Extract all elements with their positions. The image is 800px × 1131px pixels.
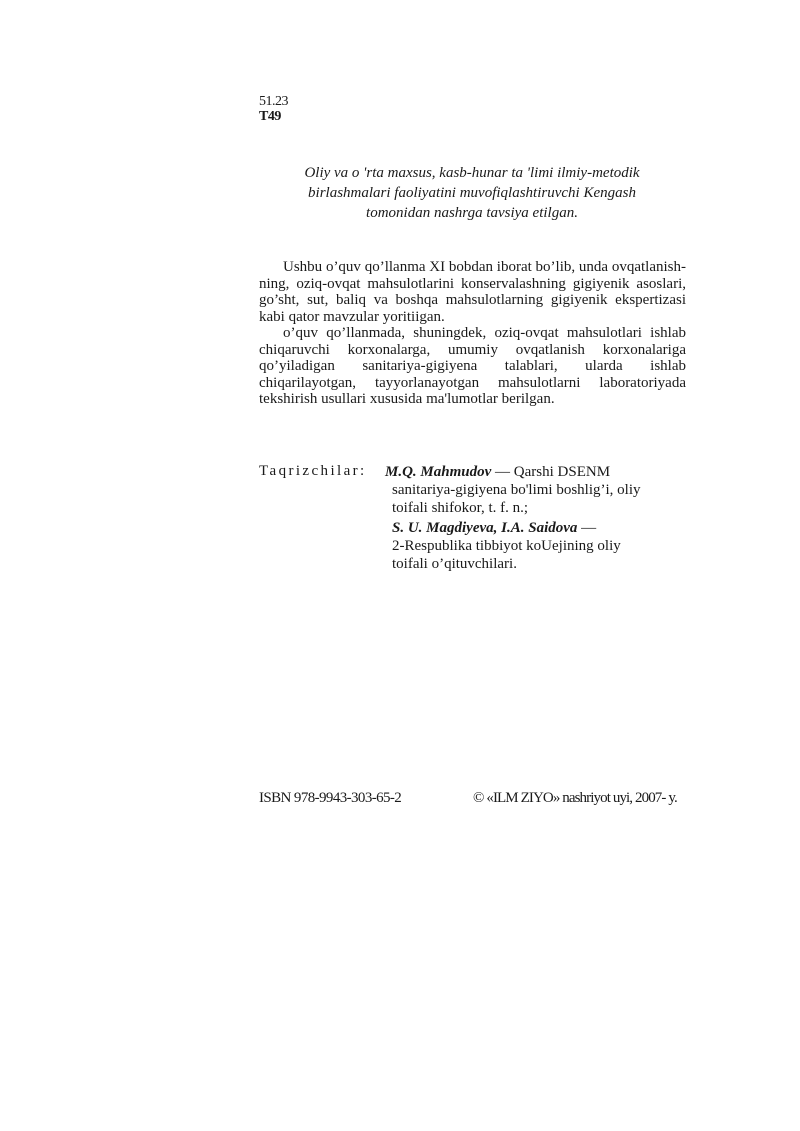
reviewer-affiliation: toifali shifokor, t. f. n.; [392,500,529,516]
copyright: © «ILM ZIYO» nashriyot uyi, 2007- y. [473,790,677,806]
bbk-code: T49 [259,109,281,124]
reviewer-name: M.Q. Mahmudov [385,464,492,480]
reviewer-dash: — [495,464,511,480]
approval-line: Oliy va o 'rta maxsus, kasb-hunar ta 'limi ilmiy-metodik [304,165,640,181]
reviewer-dash: — [581,520,597,536]
reviewer-affiliation: Qarshi DSENM [513,464,611,480]
reviewers-label: Taqrizchilar: [259,463,367,479]
approval-note [272,163,672,223]
approval-line: birlashmalari faoliyatini muvofiqlashtiruvchi Kengash [308,185,636,201]
annotation [259,259,686,408]
approval-line: tomonidan nashrga tavsiya etilgan. [366,205,578,221]
reviewer-affiliation: toifali o’qituvchilari. [392,556,517,572]
isbn: ISBN 978-9943-303-65-2 [259,790,402,806]
reviewer-entry [385,519,685,573]
classification-code [259,94,288,124]
annotation-paragraph: Ushbu o’quv qo’llanma XI bobdan iborat bo’lib, unda ovqatlanishning, oziq-ovqat mahsulotlarini konservalashning gigiyenik asoslari, go’sht, sut, baliq va boshqa mahsulotlarning gigiyenik ekspertizasi kabi qator mavzular yoritiigan. [259,259,686,325]
annotation-paragraph: o’quv qo’llanmada, shuningdek, oziq-ovqat mahsulotlari ishlab chiqaruvchi korxonalarga, umumiy ovqatlanish korxonalariga qo’yiladigan sanitariya-gigiyena talablari, ularda ishlab chiqarilayotgan, tayyorlanayotgan mahsulotlarni laboratoriyada tekshirish usullari xususida ma'lumotlar berilgan. [259,325,686,407]
reviewer-entry [385,463,685,517]
reviewer-name: S. U. Magdiyeva, I.A. Saidova [392,520,578,536]
reviewer-affiliation: 2-Respublika tibbiyot koUejining oliy [392,538,621,554]
udc-code: 51.23 [259,94,288,109]
reviewer-affiliation: sanitariya-gigiyena bo'limi boshlig’i, oliy [392,482,641,498]
